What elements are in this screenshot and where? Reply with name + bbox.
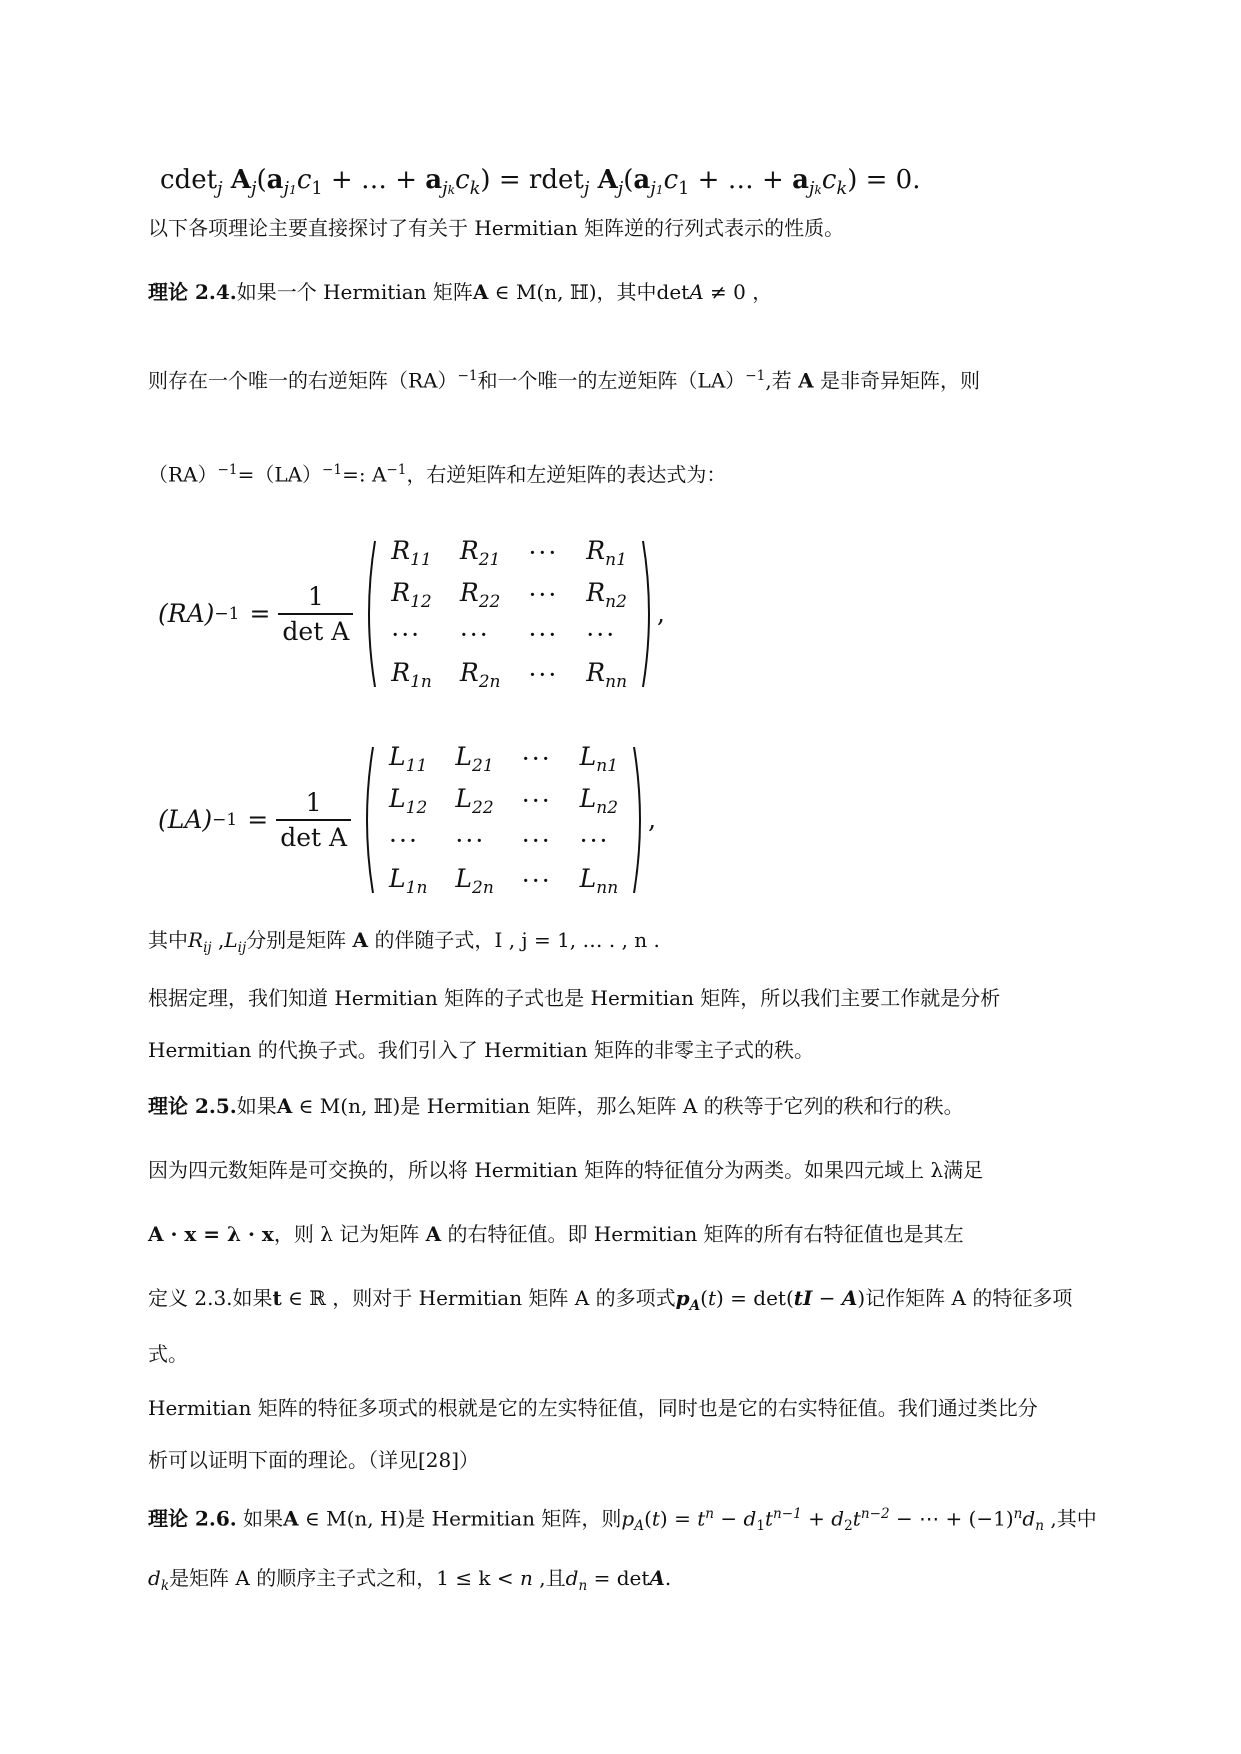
- cdet-operator: cdet: [160, 165, 218, 195]
- equation-cdet-rdet: cdet$_j$ $A_j(a_{j1}c_1$ + … + $a_{jk}c_k) = rdet_j$ $A_j(a_{j1}c_1$ + … + $a_{jk}c_k) = 0$.: [160, 165, 921, 200]
- paragraph-poly-1: Hermitian 矩阵的特征多项式的根就是它的左实特征值，同时也是它的右实特征值。我们通过类比分: [148, 1396, 1038, 1420]
- left-paren-icon: [361, 539, 377, 689]
- matrix-cell: ···: [528, 538, 559, 568]
- matrix-cell: $L_{n1}$: [579, 742, 619, 776]
- matrix-row: [375, 822, 632, 860]
- matrix-cell: $L_{21}$: [455, 742, 494, 776]
- matrix-cell: $L_{11}$: [389, 742, 428, 776]
- equation-rhs-value: = 0.: [865, 165, 921, 195]
- theorem-2-4-label: 理论 2.4.: [148, 280, 237, 304]
- definition-2-3-label: 定义 2.3.: [148, 1286, 233, 1310]
- left-inverse-lhs: (LA): [158, 805, 213, 835]
- theorem-2-5: 理论 2.5.如果A ∈ M(n, ℍ)是 Hermitian 矩阵，那么矩阵 A 的秩等于它列的秩和行的秩。: [148, 1094, 964, 1118]
- left-inverse-matrix: [375, 738, 632, 902]
- matrix-cell: ···: [455, 826, 486, 856]
- matrix-cell: $R_{2n}$: [459, 657, 501, 692]
- right-paren-icon: [632, 745, 648, 895]
- matrix-cell: $R_{11}$: [391, 536, 432, 570]
- definition-2-3-line-1: 定义 2.3.如果t ∈ ℝ ，则对于 Hermitian 矩阵 A 的多项式$p_A(t) = \det(tI - A)$记作矩阵 A 的特征多项: [148, 1286, 1073, 1314]
- right-inverse-matrix: [377, 532, 641, 696]
- matrix-row: [375, 738, 632, 780]
- matrix-cell: $R_{nn}$: [586, 657, 628, 692]
- matrix-cell: ···: [459, 620, 490, 650]
- matrix-cell: ···: [521, 786, 552, 816]
- theorem-2-6-line-1: 理论 2.6. 如果A ∈ M(n, H)是 Hermitian 矩阵，则$p_A(t) = t^n - d_1t^{n-1} + d_2t^{n-2}$ − ⋯ + $(-1)^nd_n$ ,其中: [148, 1506, 1097, 1535]
- matrix-row: [377, 574, 641, 616]
- paragraph-poly-2: 析可以证明下面的理论。（详见[28]）: [148, 1448, 480, 1472]
- matrix-cell: ···: [528, 620, 559, 650]
- theorem-2-6-label: 理论 2.6.: [148, 1506, 237, 1531]
- matrix-cell: ···: [528, 660, 559, 690]
- paragraph-basis-2: Hermitian 的代换子式。我们引入了 Hermitian 矩阵的非零主子式的秩。: [148, 1038, 814, 1062]
- cofactor-line: 其中$R_{ij}$ $,L_{ij}$分别是矩阵 A 的伴随子式，I , j = 1, … . , n .: [148, 928, 660, 956]
- theorem-2-4-line-1: 理论 2.4.如果一个 Hermitian 矩阵A ∈ M(n, ℍ)，其中detA ≠ 0 ，: [148, 280, 773, 304]
- theorem-2-4-line-3: （RA）$^{-1}$=（LA）$^{-1}$=: $A^{-1}$，右逆矩阵和左逆矩阵的表达式为：: [148, 462, 727, 487]
- matrix-cell: $R_{n2}$: [586, 577, 627, 612]
- theorem-2-5-label: 理论 2.5.: [148, 1094, 237, 1118]
- paragraph-intro: 以下各项理论主要直接探讨了有关于 Hermitian 矩阵逆的行列式表示的性质。: [148, 216, 845, 240]
- matrix-row: [375, 860, 632, 902]
- matrix-cell: $L_{1n}$: [389, 863, 428, 898]
- paragraph-basis-1: 根据定理，我们知道 Hermitian 矩阵的子式也是 Hermitian 矩阵，所以我们主要工作就是分析: [148, 986, 1001, 1010]
- matrix-cell: ···: [521, 744, 552, 774]
- matrix-cell: ···: [521, 866, 552, 896]
- matrix-cell: $L_{n2}$: [579, 783, 619, 818]
- right-inverse-lhs: (RA): [158, 599, 215, 629]
- matrix-cell: $R_{1n}$: [391, 657, 432, 692]
- paragraph-eigen-1: 因为四元数矩阵是可交换的，所以将 Hermitian 矩阵的特征值分为两类。如果四元域上 λ满足: [148, 1158, 984, 1182]
- rdet-operator: rdet: [528, 165, 584, 195]
- theorem-2-6-line-2: $d_k$是矩阵 A 的顺序主子式之和，1 ≤ k < n ,且$d_n = \det A$.: [148, 1566, 672, 1594]
- matrix-cell: $L_{22}$: [455, 783, 494, 818]
- equation-left-inverse: (LA) −1 = $\frac{1}{\text{det A}}$ $L_{11}$ $L_{21}$ ··· $L_{n1}$ $L_{12}$ $L_{22}$ ··· $L_{n2}$ ··· ··· ··· ··· $L_{1n}$ $L_{2n}$ ··· $L_{nn}$ ,: [158, 738, 758, 902]
- matrix-cell: $R_{12}$: [391, 577, 432, 612]
- equation-right-inverse: (RA) −1 = $\frac{1}{\text{det A}}$ $R_{11}$ $R_{21}$ ··· $R_{n1}$ $R_{12}$ $R_{22}$ ··· $R_{n2}$ ··· ··· ··· ··· $R_{1n}$ $R_{2n}$ ··· $R_{nn}$ ,: [158, 532, 758, 696]
- matrix-cell: ···: [389, 826, 419, 856]
- matrix-cell: $L_{12}$: [389, 783, 428, 818]
- matrix-cell: $L_{nn}$: [579, 863, 619, 898]
- matrix-cell: ···: [391, 620, 422, 650]
- matrix-cell: ···: [528, 580, 559, 610]
- matrix-cell: ···: [579, 826, 610, 856]
- matrix-row: [377, 616, 641, 654]
- paragraph-eigen-2: A · x = λ · x，则 λ 记为矩阵 A 的右特征值。即 Hermitian 矩阵的所有右特征值也是其左: [148, 1222, 964, 1246]
- right-paren-icon: [641, 539, 657, 689]
- matrix-cell: $R_{22}$: [459, 577, 501, 612]
- left-inverse-fraction: $\frac{1}{\text{det A}}$: [276, 788, 351, 852]
- matrix-cell: ···: [586, 620, 617, 650]
- matrix-cell: $R_{n1}$: [586, 536, 627, 570]
- matrix-row: [377, 654, 641, 696]
- matrix-cell: $R_{21}$: [459, 536, 501, 570]
- matrix-cell: ···: [521, 826, 552, 856]
- theorem-2-4-line-2: 则存在一个唯一的右逆矩阵（RA）$^{-1}$和一个唯一的左逆矩阵（LA）$^{-1}$,若 A 是非奇异矩阵，则: [148, 368, 980, 393]
- matrix-cell: $L_{2n}$: [455, 863, 494, 898]
- matrix-row: [377, 532, 641, 574]
- definition-2-3-line-2: 式。: [148, 1342, 188, 1366]
- matrix-row: [375, 780, 632, 822]
- left-paren-icon: [359, 745, 375, 895]
- right-inverse-fraction: $\frac{1}{\text{det A}}$: [278, 582, 353, 646]
